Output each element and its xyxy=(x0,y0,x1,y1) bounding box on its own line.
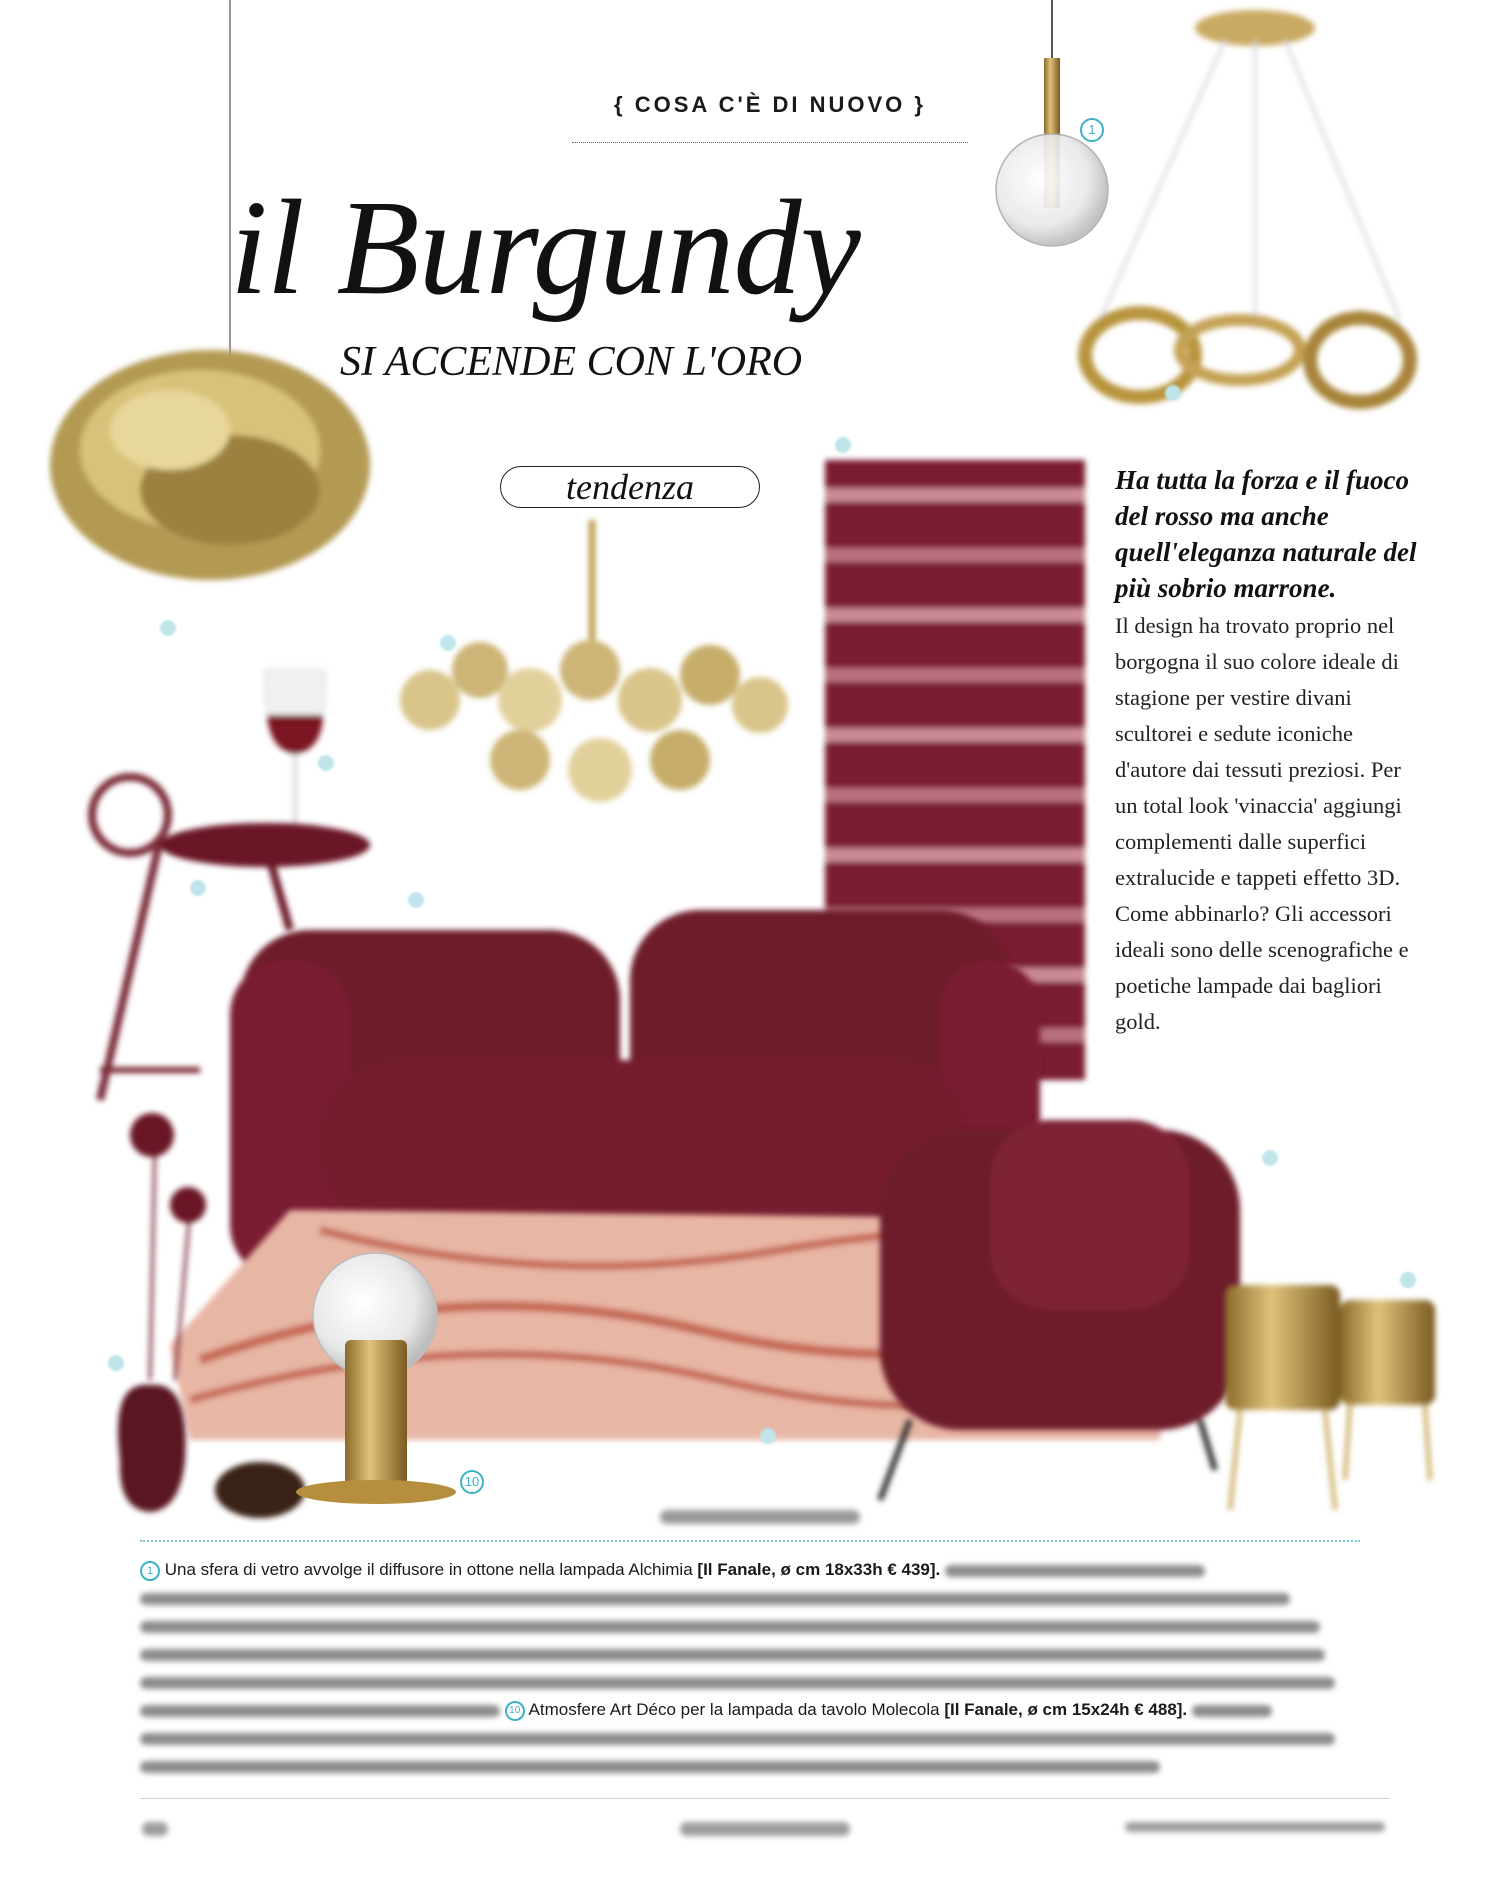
ring-chandelier xyxy=(1085,10,1410,402)
burgundy-armchair xyxy=(880,1120,1240,1500)
shopping-list-line xyxy=(140,1753,1360,1779)
product-marker xyxy=(108,1355,124,1371)
blurred-text xyxy=(140,1733,1335,1745)
intro-lead: Ha tutta la forza e il fuoco del rosso ma anche quell'eleganza naturale del più sobrio marrone. xyxy=(1115,465,1417,603)
blurred-text xyxy=(140,1649,1325,1661)
page-number xyxy=(142,1822,168,1836)
footer-author xyxy=(680,1822,850,1836)
section-label: { COSA C'È DI NUOVO } xyxy=(614,92,926,117)
blurred-text xyxy=(140,1761,1160,1773)
blurred-text xyxy=(140,1677,1335,1689)
alchimia-glass-sphere xyxy=(996,134,1108,246)
product-marker xyxy=(160,620,176,636)
section-label-rule xyxy=(572,142,968,143)
shopping-list-line xyxy=(140,1641,1360,1667)
gold-bloom-pendant xyxy=(50,350,370,580)
footer-credit xyxy=(1125,1822,1385,1832)
product-marker xyxy=(1400,1272,1416,1288)
shopping-list-line xyxy=(140,1557,1360,1583)
intro-body: Il design ha trovato proprio nel borgogna il suo colore ideale di stagione per vestire divani scultorei e sedute iconiche d'autore dai tessuti preziosi. Per un total look 'vinaccia' aggiungi complementi dalle superfici extralucide e tappeti effetto 3D. Come abbinarlo? Gli accessori ideali sono delle scenografiche e poetiche lampade dai bagliori gold. xyxy=(1115,613,1409,1034)
product-marker xyxy=(190,880,206,896)
footer-rule xyxy=(140,1798,1390,1799)
shopping-list-line xyxy=(140,1585,1360,1611)
shopping-item-1-text: Una sfera di vetro avvolge il diffusore in ottone nella lampada Alchimia xyxy=(164,1560,693,1579)
shopping-list-line xyxy=(140,1669,1360,1695)
shopping-list-line xyxy=(140,1613,1360,1639)
blurred-text xyxy=(140,1593,1290,1605)
tag-pill: tendenza xyxy=(500,466,760,508)
blurred-text xyxy=(140,1621,1320,1633)
blurred-text xyxy=(140,1705,500,1717)
product-badge-1: 1 xyxy=(1080,118,1104,142)
page-subtitle: SI ACCENDE CON L'ORO xyxy=(340,339,803,385)
shopping-list-line xyxy=(140,1725,1360,1751)
shopping-item-1-details: [Il Fanale, ø cm 18x33h € 439]. xyxy=(697,1560,941,1579)
shopping-item-10-number: 10 xyxy=(505,1701,525,1721)
shopping-item-10-details: [Il Fanale, ø cm 15x24h € 488]. xyxy=(944,1700,1188,1719)
product-marker xyxy=(1165,385,1181,401)
blurred-text xyxy=(945,1565,1205,1577)
product-marker xyxy=(408,892,424,908)
wine-glass xyxy=(265,670,326,837)
product-marker xyxy=(1262,1150,1278,1166)
page-title: il Burgundy xyxy=(230,173,860,323)
blurred-text xyxy=(1192,1705,1272,1717)
gold-planters xyxy=(1225,1285,1435,1510)
shopping-item-1-number: 1 xyxy=(140,1561,160,1581)
shopping-item-10-text: Atmosfere Art Déco per la lampada da tavolo Molecola xyxy=(528,1700,940,1719)
bubble-chandelier xyxy=(400,520,788,802)
shopping-list-label xyxy=(660,1510,860,1524)
product-marker xyxy=(440,635,456,651)
product-marker xyxy=(318,755,334,771)
shopping-list-line xyxy=(140,1697,1360,1723)
product-badge-10: 10 xyxy=(460,1470,484,1494)
shopping-list-rule xyxy=(140,1540,1360,1542)
product-marker xyxy=(760,1428,776,1444)
product-marker xyxy=(835,437,851,453)
